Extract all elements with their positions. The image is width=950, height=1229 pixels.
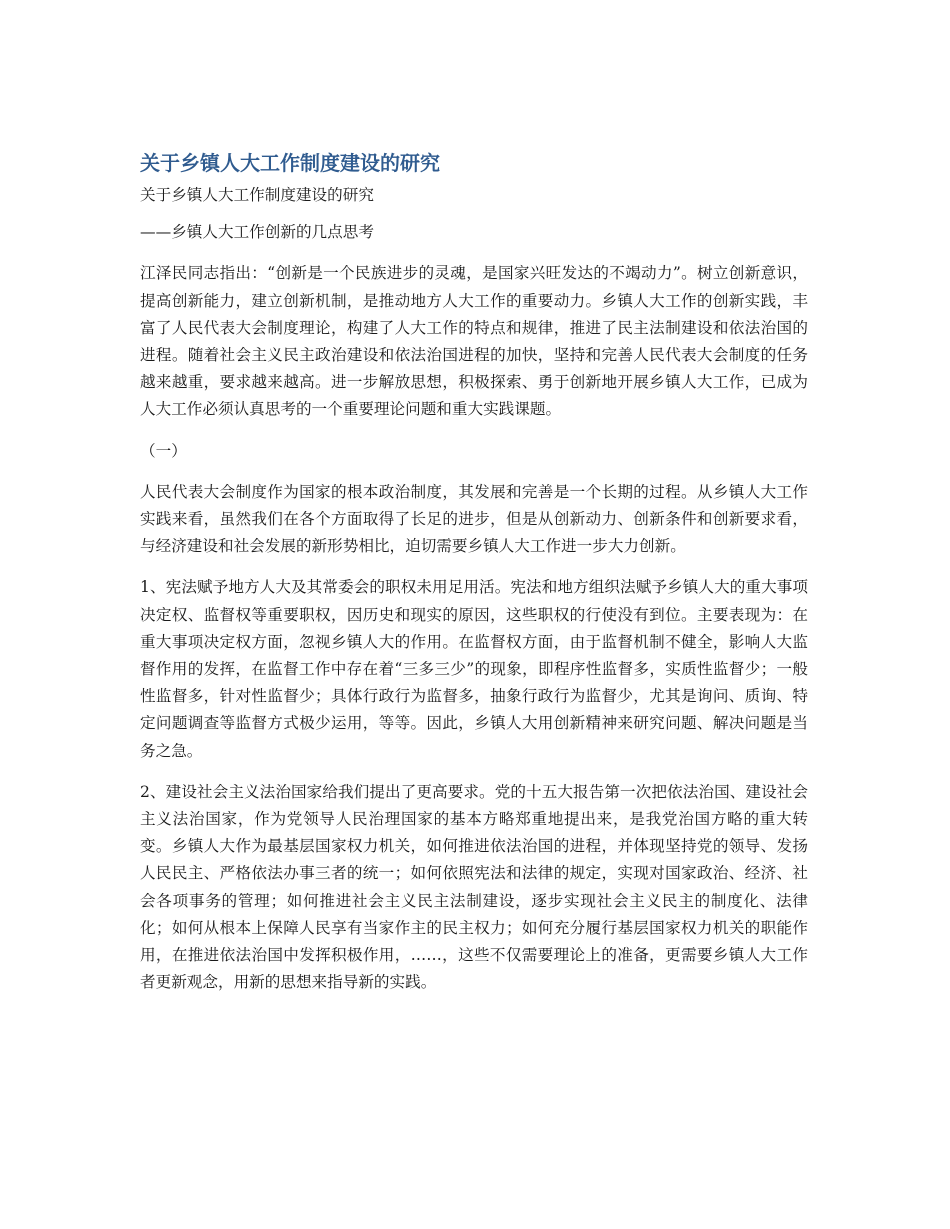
- document-subheading: ——乡镇人大工作创新的几点思考: [140, 223, 374, 242]
- document-page: [140, 148, 808, 1010]
- paragraph-point-2: 2、建设社会主义法治国家给我们提出了更高要求。党的十五大报告第一次把依法治国、建设社会主义法治国家，作为党领导人民治理国家的基本方略郑重地提出来，是我党治国方略的重大转变。乡镇人大作为最基层国家权力机关，如何推进依法治国的进程，并体现坚持党的领导、发扬人民民主、严格依法办事三者的统一；如何依照宪法和法律的规定，实现对国家政治、经济、社会各项事务的管理；如何推进社会主义民主法制建设，逐步实现社会主义民主的制度化、法律化；如何从根本上保障人民享有当家作主的民主权力；如何充分履行基层国家权力机关的职能作用，在推进依法治国中发挥积极作用，……，这些不仅需要理论上的准备，更需要乡镇人大工作者更新观念，用新的思想来指导新的实践。: [140, 782, 808, 992]
- section-marker: （一）: [140, 441, 187, 460]
- document-subtitle: 关于乡镇人大工作制度建设的研究: [140, 186, 374, 204]
- paragraph-intro: 江泽民同志指出：“创新是一个民族进步的灵魂，是国家兴旺发达的不竭动力”。树立创新意识，提高创新能力，建立创新机制，是推动地方人大工作的重要动力。乡镇人大工作的创新实践，丰富了人民代表大会制度理论，构建了人大工作的特点和规律，推进了民主法制建设和依法治国的进程。随着社会主义民主政治建设和依法治国进程的加快，坚持和完善人民代表大会制度的任务越来越重，要求越来越高。进一步解放思想，积极探索、勇于创新地开展乡镇人大工作，已成为人大工作必须认真思考的一个重要理论问题和重大实践课题。: [140, 264, 808, 419]
- paragraph-point-1: 1、宪法赋予地方人大及其常委会的职权未用足用活。宪法和地方组织法赋予乡镇人大的重大事项决定权、监督权等重要职权，因历史和现实的原因，这些职权的行使没有到位。主要表现为：在重大事项决定权方面，忽视乡镇人大的作用。在监督权方面，由于监督机制不健全，影响人大监督作用的发挥，在监督工作中存在着“三多三少”的现象，即程序性监督多，实质性监督少；一般性监督多，针对性监督少；具体行政行为监督多，抽象行政行为监督少，尤其是询问、质询、特定问题调查等监督方式极少运用，等等。因此，乡镇人大用创新精神来研究问题、解决问题是当务之急。: [140, 578, 808, 760]
- paragraph-section-1: 人民代表大会制度作为国家的根本政治制度，其发展和完善是一个长期的过程。从乡镇人大工作实践来看，虽然我们在各个方面取得了长足的进步，但是从创新动力、创新条件和创新要求看，与经济建设和社会发展的新形势相比，迫切需要乡镇人大工作进一步大力创新。: [140, 482, 808, 556]
- document-title: 关于乡镇人大工作制度建设的研究: [140, 151, 440, 175]
